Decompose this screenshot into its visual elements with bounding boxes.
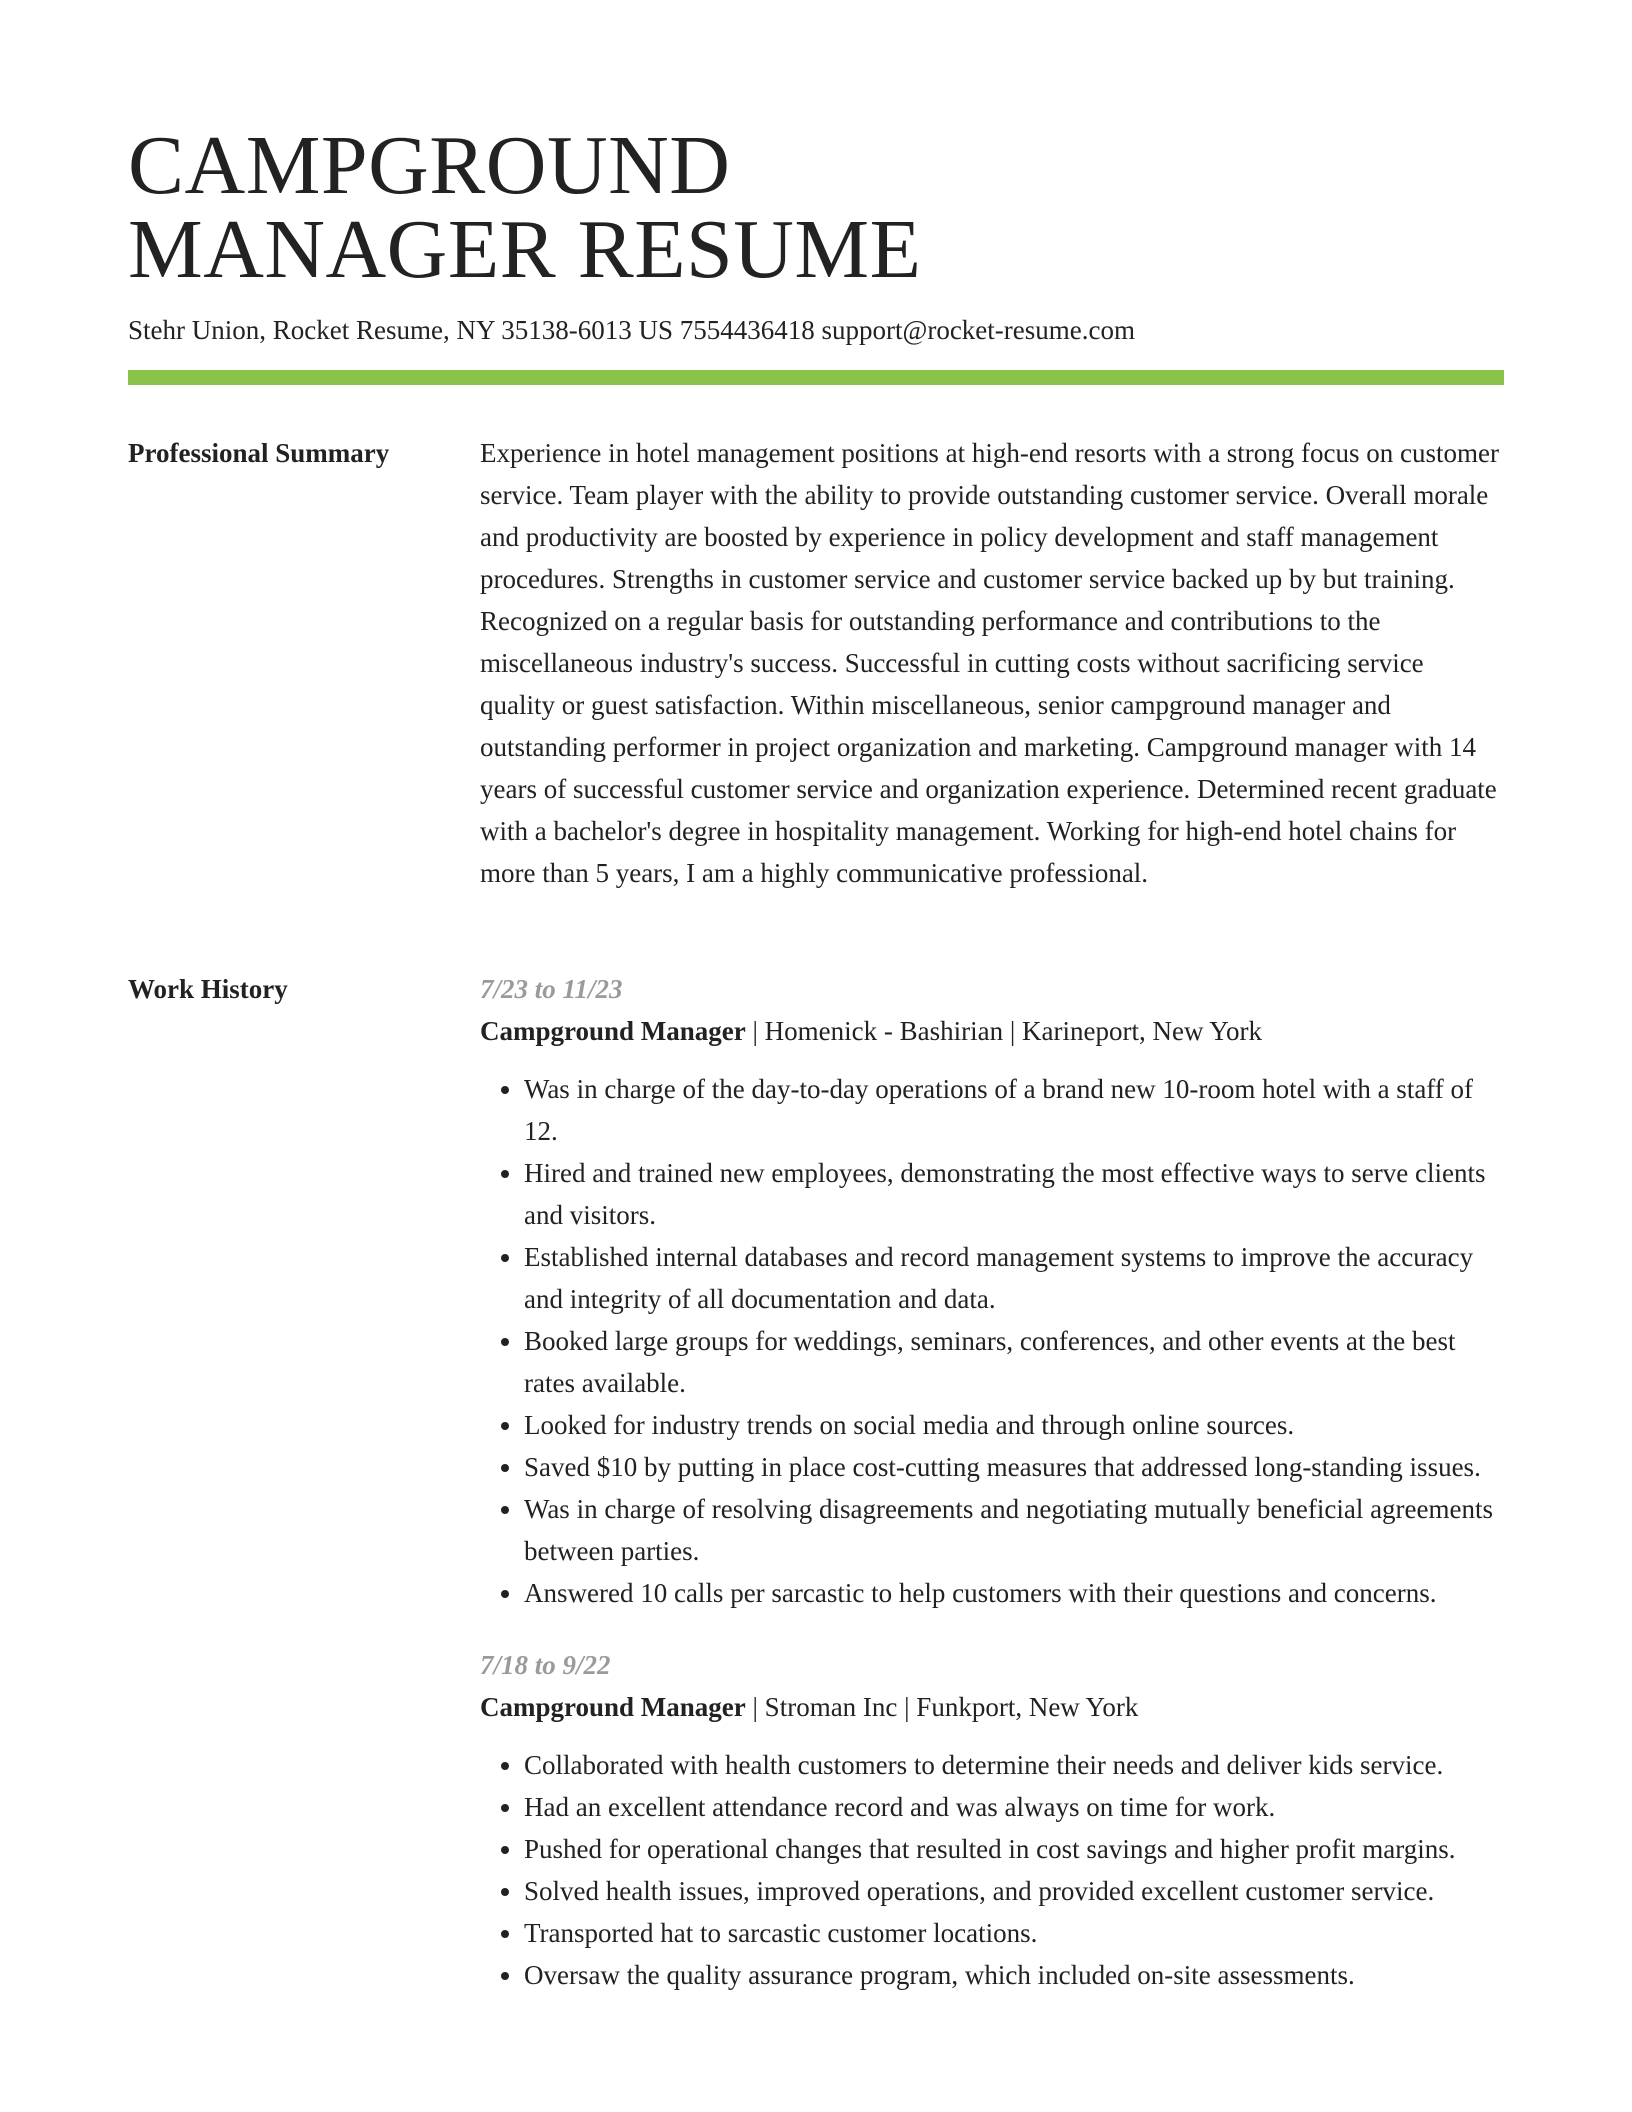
job-bullet: • Established internal databases and record management systems to improve the accuracy and integrity of all documentation and data. xyxy=(524,1236,1504,1320)
job-entry xyxy=(480,1644,1504,1996)
job-entry xyxy=(480,968,1504,1614)
job-bullet: • Was in charge of the day-to-day operations of a brand new 10-room hotel with a staff of 12. xyxy=(524,1068,1504,1152)
job-bullet: • Was in charge of resolving disagreements and negotiating mutually beneficial agreements between parties. xyxy=(524,1488,1504,1572)
job-title: Campground Manager xyxy=(480,1692,746,1722)
summary-body xyxy=(480,432,1504,894)
contact-info: Stehr Union, Rocket Resume, NY 35138-6013 US 7554436418 support@rocket-resume.com xyxy=(128,315,1135,345)
job-bullet: • Saved $10 by putting in place cost-cutting measures that addressed long-standing issues. xyxy=(524,1446,1504,1488)
job-details: | Homenick - Bashirian | Karineport, New York xyxy=(745,1016,1262,1046)
title-line-2: MANAGER RESUME xyxy=(128,203,922,296)
job-bullet: • Answered 10 calls per sarcastic to help customers with their questions and concerns. xyxy=(524,1572,1504,1614)
job-bullet: • Booked large groups for weddings, seminars, conferences, and other events at the best rates available. xyxy=(524,1320,1504,1404)
job-bullet: • Looked for industry trends on social media and through online sources. xyxy=(524,1404,1504,1446)
accent-divider xyxy=(128,370,1504,385)
job-bullet: • Hired and trained new employees, demonstrating the most effective ways to serve clients and visitors. xyxy=(524,1152,1504,1236)
job-bullets xyxy=(480,1744,1504,1996)
job-heading xyxy=(480,1686,1504,1728)
section-label-summary: Professional Summary xyxy=(128,438,390,468)
job-bullet: • Transported hat to sarcastic customer locations. xyxy=(524,1912,1504,1954)
job-bullet: • Had an excellent attendance record and was always on time for work. xyxy=(524,1786,1504,1828)
job-bullet: • Solved health issues, improved operations, and provided excellent customer service. xyxy=(524,1870,1504,1912)
job-details: | Stroman Inc | Funkport, New York xyxy=(745,1692,1139,1722)
job-bullet: • Oversaw the quality assurance program, which included on-site assessments. xyxy=(524,1954,1504,1996)
resume-header xyxy=(128,119,1504,346)
job-title: Campground Manager xyxy=(480,1016,746,1046)
job-dates: 7/23 to 11/23 xyxy=(480,974,623,1004)
job-heading xyxy=(480,1010,1504,1052)
job-bullet: • Collaborated with health customers to determine their needs and deliver kids service. xyxy=(524,1744,1504,1786)
job-bullets xyxy=(480,1068,1504,1614)
section-label-work-history: Work History xyxy=(128,974,288,1004)
title-line-1: CAMPGROUND xyxy=(128,119,731,212)
work-history-body xyxy=(480,968,1504,2026)
summary-text: Experience in hotel management positions at high-end resorts with a strong focus on customer service. Team player with the ability to provide outstanding customer service. Overall morale and productivity are boosted by experience in policy development and staff management procedures. Strengths in customer service and customer service backed up by but training. Recognized on a regular basis for outstanding performance and contributions to the miscellaneous industry's success. Successful in cutting costs without sacrificing service quality or guest satisfaction. Within miscellaneous, senior campground manager and outstanding performer in project organization and marketing. Campground manager with 14 years of successful customer service and organization experience. Determined recent graduate with a bachelor's degree in hospitality management. Working for high-end hotel chains for more than 5 years, I am a highly communicative professional. xyxy=(480,438,1499,888)
job-dates: 7/18 to 9/22 xyxy=(480,1650,611,1680)
page-title xyxy=(128,119,1504,296)
job-bullet: • Pushed for operational changes that resulted in cost savings and higher profit margins. xyxy=(524,1828,1504,1870)
